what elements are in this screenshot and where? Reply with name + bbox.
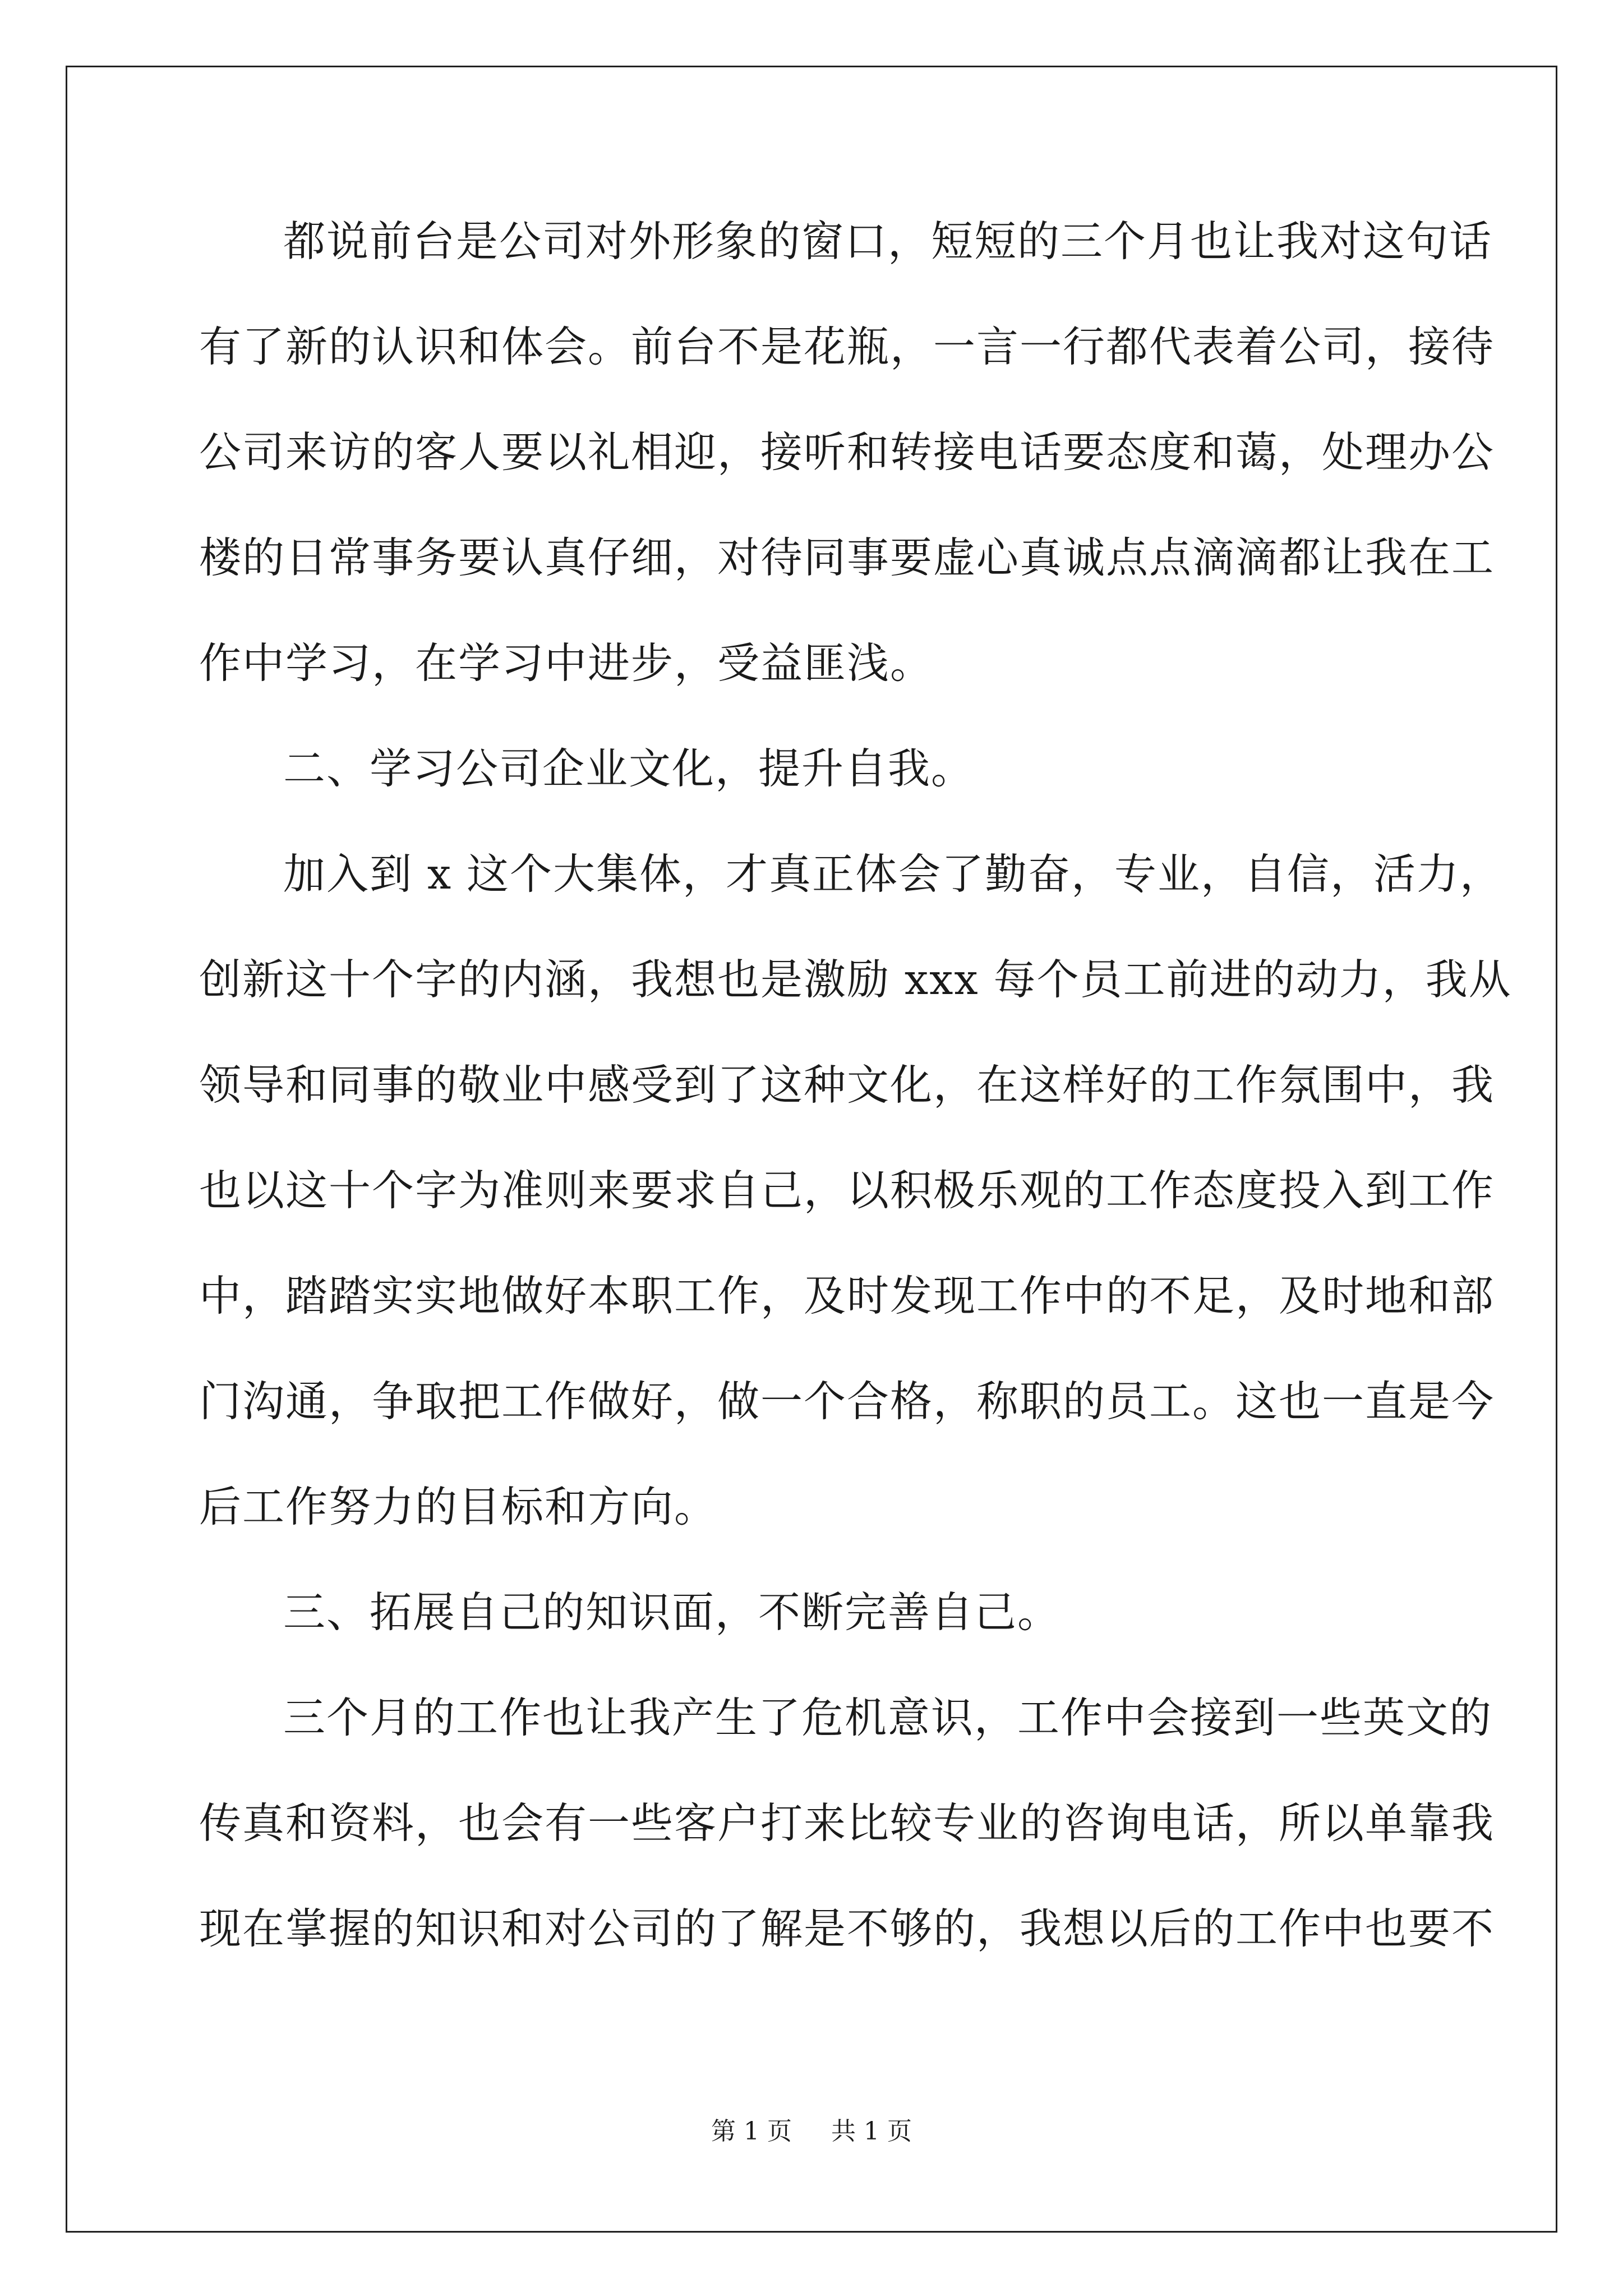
section-heading-3: 三、拓展自己的知识面，不断完善自己。 — [283, 1588, 1061, 1637]
paragraph-1-line-4: 楼的日常事务要认真仔细，对待同事要虚心真诚点点滴滴都让我在工 — [199, 533, 1495, 582]
paragraph-2-line-7: 后工作努力的目标和方向。 — [199, 1482, 718, 1531]
paragraph-2-line-2: 创新这十个字的内涵，我想也是激励 xxx 每个员工前进的动力，我从 — [199, 955, 1512, 1004]
page-total: 共 1 页 — [831, 2117, 912, 2146]
paragraph-3-line-3: 现在掌握的知识和对公司的了解是不够的，我想以后的工作中也要不 — [199, 1904, 1495, 1953]
paragraph-1-line-2: 有了新的认识和体会。前台不是花瓶，一言一行都代表着公司，接待 — [199, 322, 1495, 371]
paragraph-1-line-1: 都说前台是公司对外形象的窗口，短短的三个月也让我对这句话 — [283, 217, 1493, 266]
paragraph-3-line-2: 传真和资料，也会有一些客户打来比较专业的咨询电话，所以单靠我 — [199, 1798, 1495, 1848]
page-number: 第 1 页 — [711, 2117, 792, 2146]
paragraph-2-line-4: 也以这十个字为准则来要求自己，以积极乐观的工作态度投入到工作 — [199, 1166, 1495, 1215]
paragraph-1-line-5: 作中学习，在学习中进步，受益匪浅。 — [199, 638, 934, 688]
paragraph-3-line-1: 三个月的工作也让我产生了危机意识，工作中会接到一些英文的 — [283, 1693, 1493, 1742]
paragraph-2-line-3: 领导和同事的敬业中感受到了这种文化，在这样好的工作氛围中，我 — [199, 1060, 1495, 1110]
paragraph-1-line-3: 公司来访的客人要以礼相迎，接听和转接电话要态度和蔼，处理办公 — [199, 427, 1495, 477]
paragraph-2-line-5: 中，踏踏实实地做好本职工作，及时发现工作中的不足，及时地和部 — [199, 1271, 1495, 1320]
page-footer — [0, 2115, 1623, 2148]
paragraph-2-line-1: 加入到 x 这个大集体，才真正体会了勤奋，专业，自信，活力， — [283, 849, 1503, 899]
section-heading-2: 二、学习公司企业文化，提升自我。 — [283, 744, 975, 793]
paragraph-2-line-6: 门沟通，争取把工作做好，做一个合格，称职的员工。这也一直是今 — [199, 1377, 1495, 1426]
